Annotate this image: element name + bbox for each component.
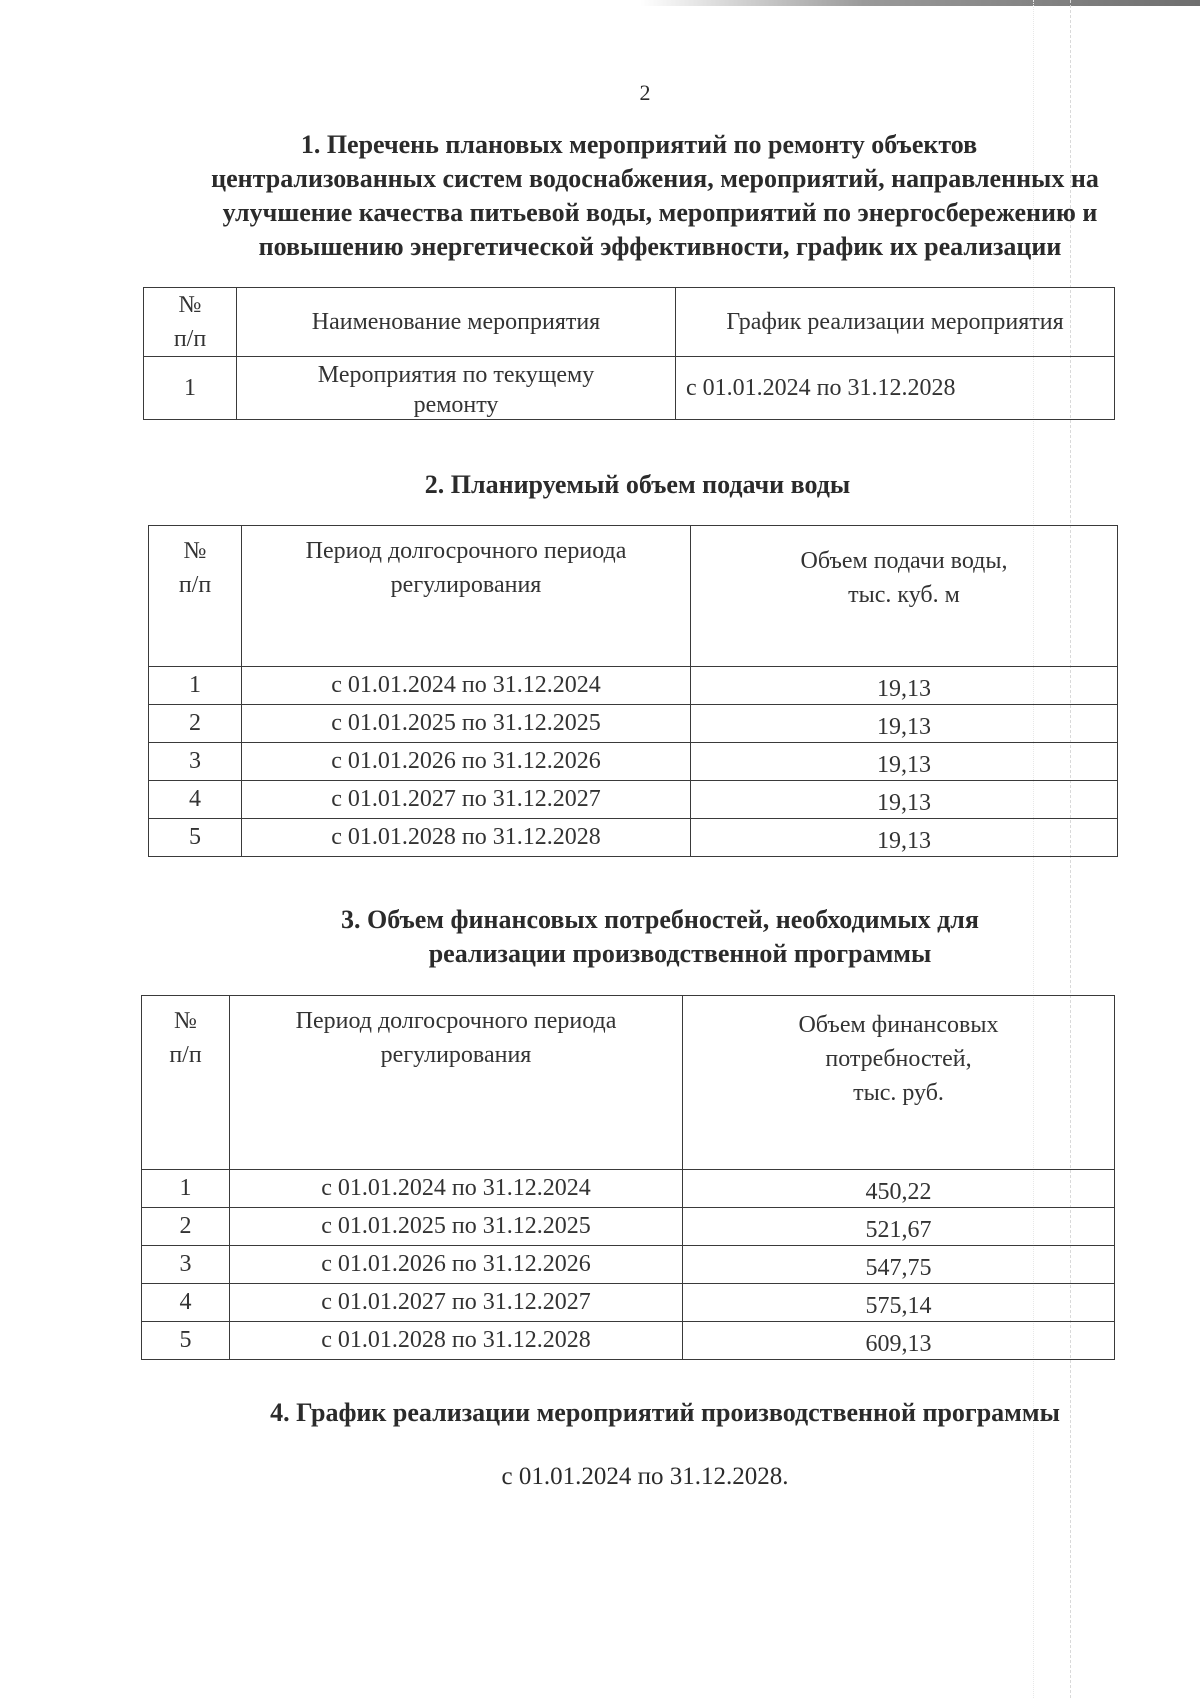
cell-num: 2 (142, 1208, 230, 1246)
header-num (144, 288, 237, 357)
cell-period: с 01.01.2026 по 31.12.2026 (242, 743, 691, 781)
cell-value: 19,13 (691, 781, 1118, 819)
cell-period: с 01.01.2028 по 31.12.2028 (242, 819, 691, 857)
cell-period: с 01.01.2027 по 31.12.2027 (242, 781, 691, 819)
cell-num: 5 (142, 1322, 230, 1360)
header-value-line-1: Объем финансовых (798, 1012, 999, 1038)
section3-heading-line-2: реализации производственной программы (428, 939, 932, 968)
cell-period: с 01.01.2024 по 31.12.2024 (242, 667, 691, 705)
header-num-line-1: № (174, 1008, 197, 1034)
table-header-row (149, 526, 1118, 667)
table-row (149, 819, 1118, 857)
table-row (142, 1322, 1115, 1360)
cell-period: с 01.01.2025 по 31.12.2025 (230, 1208, 683, 1246)
table-row (149, 781, 1118, 819)
header-period (230, 996, 683, 1170)
header-value-line-2: потребностей, (825, 1046, 972, 1072)
table-row (142, 1208, 1115, 1246)
header-num-line-2: п/п (169, 1042, 202, 1068)
section1-heading-line-4: повышению энергетической эффективности, график их реализации (258, 232, 1062, 261)
header-value-line-3: тыс. руб. (853, 1080, 944, 1106)
section3-heading (300, 903, 1020, 971)
cell-period: с 01.01.2028 по 31.12.2028 (230, 1322, 683, 1360)
cell-name (237, 357, 676, 420)
header-period-line-2: регулирования (380, 1042, 532, 1068)
cell-period: с 01.01.2026 по 31.12.2026 (230, 1246, 683, 1284)
table-row (149, 705, 1118, 743)
cell-value: 575,14 (683, 1284, 1115, 1322)
header-schedule: График реализации мероприятия (676, 288, 1115, 357)
section1-heading-line-1: 1. Перечень плановых мероприятий по ремонту объектов (300, 130, 978, 159)
cell-name-line-2: ремонту (413, 392, 499, 418)
cell-num: 1 (142, 1170, 230, 1208)
header-value (683, 996, 1115, 1170)
header-period-line-2: регулирования (390, 572, 542, 598)
cell-period: с 01.01.2027 по 31.12.2027 (230, 1284, 683, 1322)
header-num-line-2: п/п (178, 572, 212, 598)
cell-value: 547,75 (683, 1246, 1115, 1284)
table-row (142, 1284, 1115, 1322)
cell-num: 2 (149, 705, 242, 743)
section4-heading: 4. График реализации мероприятий производственной программы (270, 1398, 1060, 1427)
cell-num: 1 (144, 357, 237, 420)
cell-num: 3 (142, 1246, 230, 1284)
cell-name-line-1: Мероприятия по текущему (317, 362, 595, 388)
cell-value: 450,22 (683, 1170, 1115, 1208)
cell-period: с 01.01.2024 по 31.12.2024 (230, 1170, 683, 1208)
table-row (142, 1170, 1115, 1208)
header-name: Наименование мероприятия (237, 288, 676, 357)
header-period-line-1: Период долгосрочного периода (305, 538, 627, 564)
cell-num: 1 (149, 667, 242, 705)
header-value-line-1: Объем подачи воды, (800, 548, 1008, 574)
header-value-line-2: тыс. куб. м (848, 582, 960, 608)
section1-heading-line-2: централизованных систем водоснабжения, мероприятий, направленных на (211, 164, 1099, 193)
header-period-line-1: Период долгосрочного периода (295, 1008, 617, 1034)
cell-schedule: с 01.01.2024 по 31.12.2028 (676, 357, 1115, 420)
header-num-line-2: п/п (173, 326, 207, 352)
scan-edge-shadow (640, 0, 1200, 6)
header-value (691, 526, 1118, 667)
header-num (142, 996, 230, 1170)
cell-period: с 01.01.2025 по 31.12.2025 (242, 705, 691, 743)
cell-num: 3 (149, 743, 242, 781)
header-num-line-1: № (178, 292, 202, 318)
cell-value: 19,13 (691, 667, 1118, 705)
section4-period-text: с 01.01.2024 по 31.12.2028. (501, 1463, 789, 1490)
section3-table (141, 995, 1115, 1360)
section2-table (148, 525, 1118, 857)
cell-num: 4 (142, 1284, 230, 1322)
cell-value: 19,13 (691, 743, 1118, 781)
header-num (149, 526, 242, 667)
table-header-row (144, 288, 1115, 357)
table-row (144, 357, 1115, 420)
cell-value: 609,13 (683, 1322, 1115, 1360)
table-row (149, 743, 1118, 781)
table-row (149, 667, 1118, 705)
section1-table (143, 287, 1115, 420)
section3-heading-line-1: 3. Объем финансовых потребностей, необходимых для (341, 905, 979, 934)
section1-heading (130, 128, 1130, 264)
page-number: 2 (639, 80, 651, 105)
header-period (242, 526, 691, 667)
header-num-line-1: № (183, 538, 207, 564)
cell-value: 19,13 (691, 705, 1118, 743)
table-header-row (142, 996, 1115, 1170)
section2-heading: 2. Планируемый объем подачи воды (424, 470, 851, 499)
cell-value: 521,67 (683, 1208, 1115, 1246)
section1-heading-line-3: улучшение качества питьевой воды, мероприятий по энергосбережению и (222, 198, 1098, 227)
table-row (142, 1246, 1115, 1284)
cell-value: 19,13 (691, 819, 1118, 857)
cell-num: 4 (149, 781, 242, 819)
cell-num: 5 (149, 819, 242, 857)
